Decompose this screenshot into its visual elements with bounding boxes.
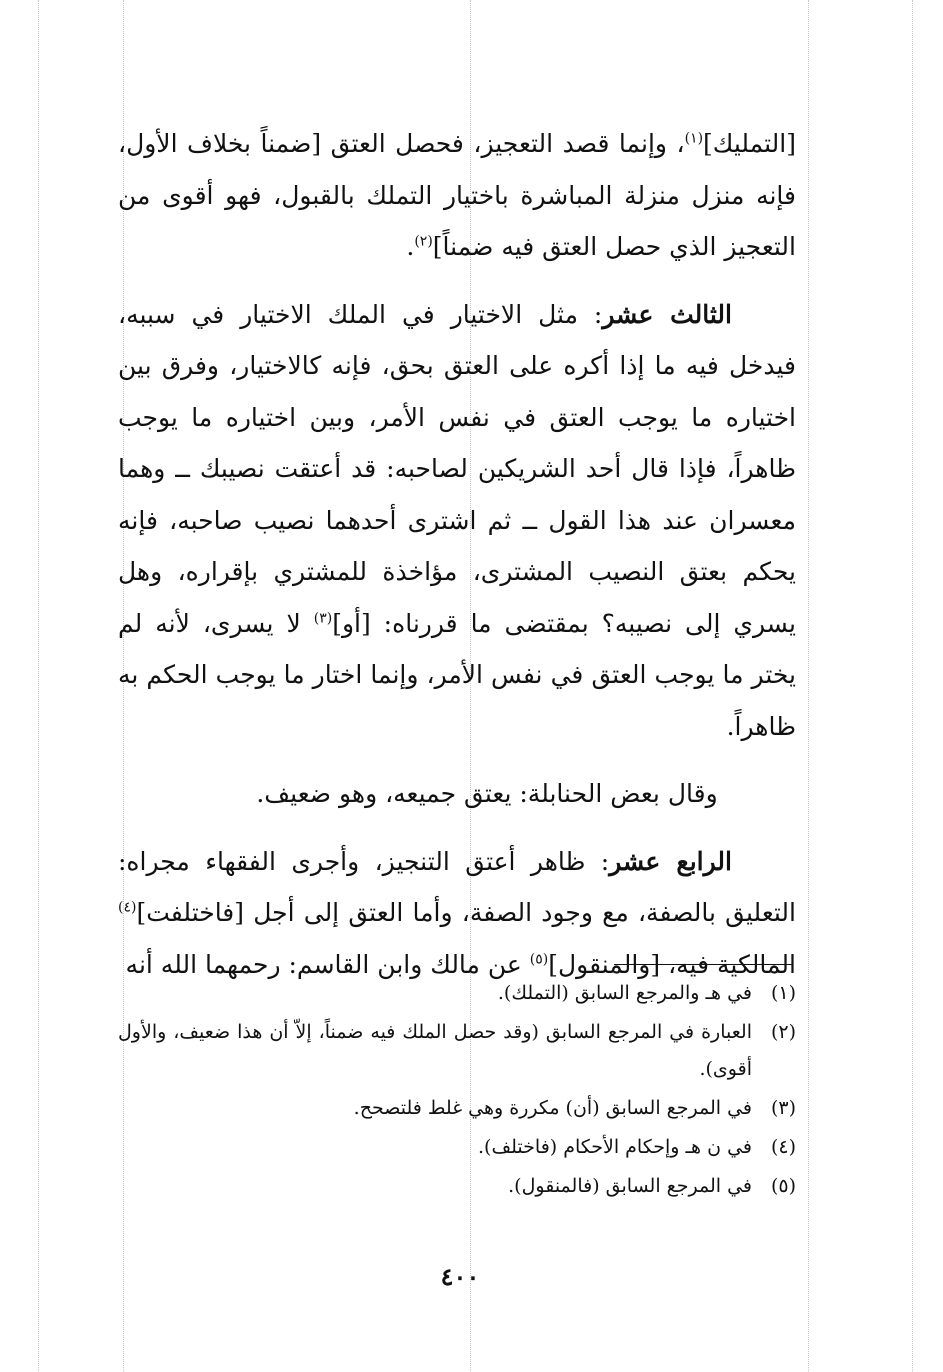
scan-guide-line [808,0,809,1372]
page-number: ٤٠٠ [440,1262,480,1291]
footnote-ref: (٥) [529,951,549,968]
footnote-separator [614,964,792,965]
footnote-text: العبارة في المرجع السابق (وقد حصل الملك فيه ضمناً، إلاّ أن هذا ضعيف، والأول أقوى). [118,1021,752,1080]
text-run: عن مالك وابن القاسم: رحمهما الله أنه [125,949,530,979]
footnote-text: في المرجع السابق (أن) مكررة وهي غلط فلتصحح. [353,1097,752,1119]
footnote-text: في ن هـ وإحكام الأحكام (فاختلف). [478,1136,752,1158]
text-run: : مثل الاختيار في الملك الاختيار في سببه، فيدخل فيه ما إذا أكره على العتق بحق، فإنه كالاختيار، وفرق بين اختياره ما يوجب العتق في نفس الأمر، وبين اختياره ما يوجب ظاهراً، فإذا قال أحد الشريكين لصاحبه: قد أعتقت نصيبك ــ وهما معسران عند هذا القول ــ ثم اشترى أحدهما نصيب صاحبه، فإنه يحكم بعتق النصيب المشترى، مؤاخذة للمشتري بإقراره، وهل يسري إلى نصيبه؟ بمقتضى ما قررناه: [أو] [118,299,796,638]
main-text [118,118,796,1006]
section-heading: الرابع عشر [609,846,732,876]
footnote-text: في هـ والمرجع السابق (التملك). [497,982,752,1004]
footnote-number: (١) [770,982,796,1004]
paragraph [118,836,796,991]
footnote-item [118,1129,796,1166]
footnote-item [118,975,796,1012]
paragraph [118,768,796,820]
scan-guide-line [912,0,913,1372]
footnotes [118,975,796,1207]
footnote-item [118,1168,796,1205]
text-run: [التمليك] [703,129,796,158]
text-run: ، وإنما قصد التعجيز، فحصل العتق [ضمناً بخلاف الأول، فإنه منزل منزلة المباشرة باختيار التملك بالقبول، فهو أقوى من التعجيز الذي حصل العتق فيه ضمناً] [118,129,796,261]
footnote-number: (٢) [770,1021,796,1043]
footnote-number: (٣) [770,1097,796,1119]
footnote-number: (٥) [770,1175,796,1197]
text-run: . [406,232,415,261]
footnote-item [118,1090,796,1127]
footnote-text: في المرجع السابق (فالمنقول). [508,1175,752,1197]
scan-guide-line [38,0,39,1372]
footnote-ref: (١) [684,130,704,147]
text-run: وقال بعض الحنابلة: يعتق جميعه، وهو ضعيف. [256,779,718,808]
paragraph [118,118,796,273]
footnote-item [118,1014,796,1088]
footnote-number: (٤) [770,1136,796,1158]
footnote-ref: (٣) [313,610,333,627]
text-run: : ظاهر أعتق التنجيز، وأجرى الفقهاء مجراه: التعليق بالصفة، مع وجود الصفة، وأما العتق إلى أجل [فاختلفت] [118,846,796,927]
text-run: المالكية فيه، [والمنقول] [548,949,796,979]
section-heading: الثالث عشر [602,299,732,329]
footnote-ref: (٤) [118,899,137,916]
footnote-ref: (٢) [414,233,433,250]
text-run: لا يسرى، لأنه لم يختر ما يوجب العتق في نفس الأمر، وإنما اختار ما يوجب الحكم به ظاهراً. [118,608,796,741]
paragraph [118,289,796,753]
